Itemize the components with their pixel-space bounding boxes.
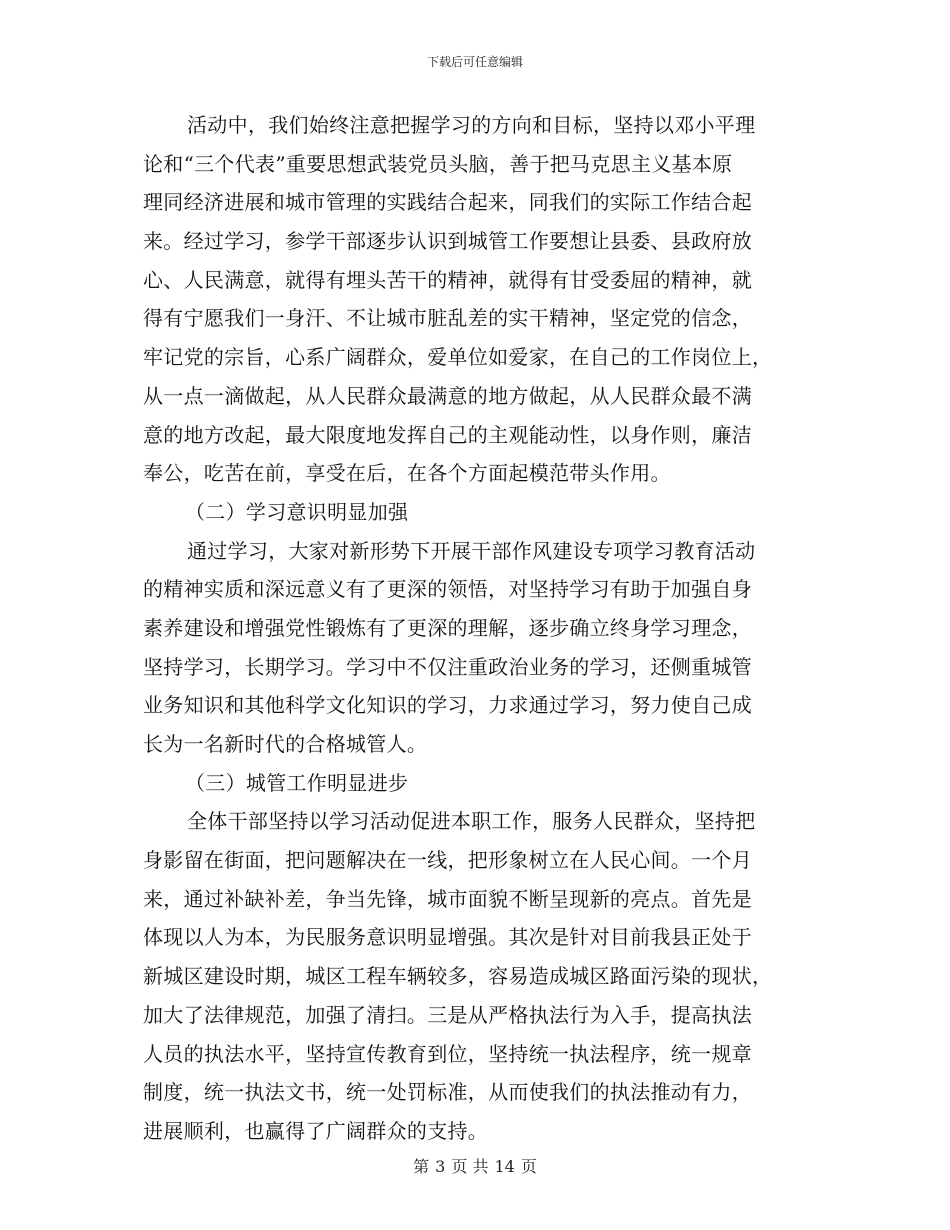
paragraph-line: 人员的执法水平，坚持宣传教育到位，坚持统一执法程序，统一规章	[143, 1041, 752, 1066]
paragraph-line: 心、人民满意，就得有埋头苦干的精神，就得有甘受委屈的精神，就	[143, 267, 752, 292]
paragraph-line: 牢记党的宗旨，心系广阔群众，爱单位如爱家，在自己的工作岗位上，	[143, 345, 773, 370]
paragraph-line: 素养建设和增强党性锻炼有了更深的理解，逐步确立终身学习理念，	[143, 615, 752, 640]
paragraph-line: 奉公，吃苦在前，享受在后，在各个方面起模范带头作用。	[143, 461, 671, 486]
paragraph-line: 从一点一滴做起，从人民群众最满意的地方做起，从人民群众最不满	[143, 383, 752, 408]
paragraph-line: 长为一名新时代的合格城管人。	[143, 732, 428, 756]
page-footer	[0, 1154, 950, 1177]
paragraph-line: 坚持学习，长期学习。学习中不仅注重政治业务的学习，还侧重城管	[143, 654, 752, 679]
paragraph-line: 的精神实质和深远意义有了更深的领悟，对坚持学习有助于加强自身	[143, 577, 752, 602]
paragraph-line: 全体干部坚持以学习活动促进本职工作，服务人民群众，坚持把	[187, 809, 756, 834]
footer-prefix: 第	[413, 1157, 430, 1176]
paragraph-line: 体现以人为本，为民服务意识明显增强。其次是针对目前我县正处于	[143, 925, 752, 950]
section-heading-2: （二）学习意识明显加强	[185, 499, 409, 524]
paragraph-line: 业务知识和其他科学文化知识的学习，力求通过学习，努力使自己成	[143, 693, 752, 718]
paragraph-3	[143, 802, 805, 1150]
section-heading-3: （三）城管工作明显进步	[185, 770, 409, 795]
paragraph-line: 活动中，我们始终注意把握学习的方向和目标，坚持以邓小平理	[187, 113, 756, 137]
paragraph-line: 进展顺利，也赢得了广阔群众的支持。	[143, 1118, 489, 1143]
paragraph-line: 制度，统一执法文书，统一处罚标准，从而使我们的执法推动有力，	[143, 1080, 752, 1105]
paragraph-line: 通过学习，大家对新形势下开展干部作风建设专项学习教育活动	[187, 538, 756, 563]
paragraph-line: 来，通过补缺补差，争当先锋，城市面貌不断呈现新的亮点。首先是	[143, 886, 752, 911]
paragraph-line: 意的地方改起，最大限度地发挥自己的主观能动性，以身作则，廉洁	[143, 422, 752, 447]
page-header: 下载后可任意编辑	[426, 55, 523, 69]
paragraph-line: 新城区建设时期，城区工程车辆较多，容易造成城区路面污染的现状，	[143, 964, 773, 989]
paragraph-line: 加大了法律规范，加强了清扫。三是从严格执法行为入手，提高执法	[143, 1002, 752, 1027]
footer-mid: 页 共	[451, 1157, 489, 1176]
footer-total-pages: 14	[494, 1157, 515, 1176]
paragraph-line: 身影留在街面，把问题解决在一线，把形象树立在人民心间。一个月	[143, 848, 752, 873]
paragraph-line: 理同经济进展和城市管理的实践结合起来，同我们的实际工作结合起	[143, 190, 752, 215]
paragraph-line: 论和“三个代表”重要思想武装党员头脑，善于把马克思主义基本原	[143, 151, 733, 176]
paragraph-line: 得有宁愿我们一身汗、不让城市脏乱差的实干精神，坚定党的信念，	[143, 306, 752, 331]
footer-suffix: 页	[520, 1157, 537, 1176]
footer-page-number: 3	[435, 1157, 446, 1176]
document-body	[143, 106, 805, 1151]
paragraph-1	[143, 106, 805, 493]
paragraph-line: 来。经过学习，参学干部逐步认识到城管工作要想让县委、县政府放	[143, 229, 752, 254]
paragraph-2	[143, 532, 805, 764]
